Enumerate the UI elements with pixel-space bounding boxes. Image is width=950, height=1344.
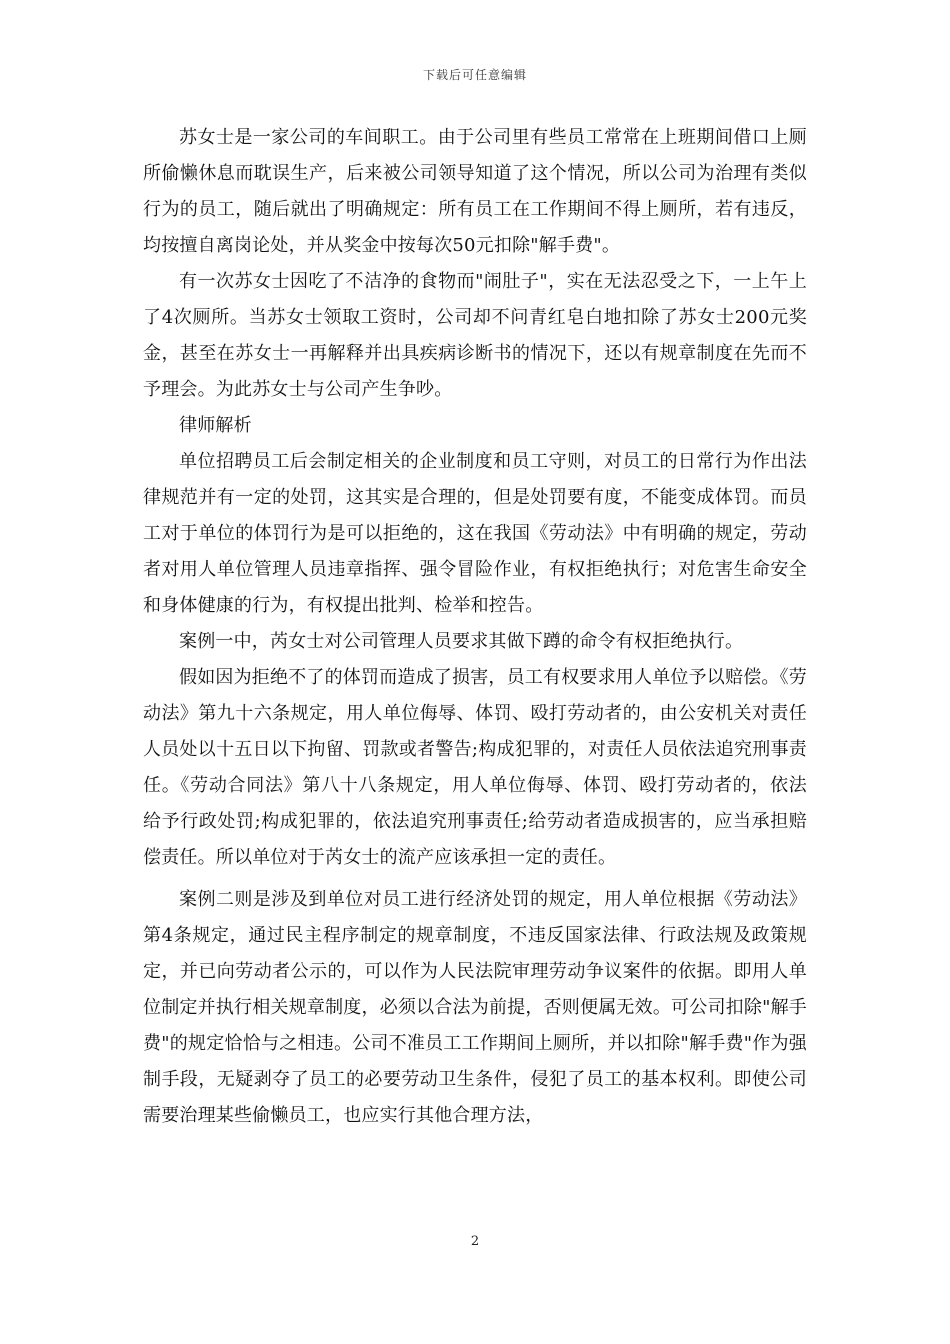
paragraph-case-two: 案例二则是涉及到单位对员工进行经济处罚的规定，用人单位根据《劳动法》第4条规定，通过民主程序制定的规章制度，不违反国家法律、行政法规及政策规定，并已向劳动者公示的，可以作为人民法院审理劳动争议案件的依据。即用人单位制定并执行相关规章制度，必须以合法为前提，否则便属无效。可公司扣除"解手费"的规定恰恰与之相违。公司不准员工工作期间上厕所，并以扣除"解手费"作为强制手段，无疑剥夺了员工的必要劳动卫生条件，侵犯了员工的基本权利。即使公司需要治理某些偷懒员工，也应实行其他合理方法， <box>143 889 807 1126</box>
document-body <box>143 120 807 1134</box>
paragraph-case-incident: 有一次苏女士因吃了不洁净的食物而"闹肚子"，实在无法忍受之下，一上午上了4次厕所。当苏女士领取工资时，公司却不问青红皂白地扣除了苏女士200元奖金，甚至在苏女士一再解释并出具疾病诊断书的情况下，还以有规章制度在先而不予理会。为此苏女士与公司产生争吵。 <box>143 271 807 400</box>
paragraph-analysis-intro: 单位招聘员工后会制定相关的企业制度和员工守则，对员工的日常行为作出法律规范并有一定的处罚，这其实是合理的，但是处罚要有度，不能变成体罚。而员工对于单位的体罚行为是可以拒绝的，这在我国《劳动法》中有明确的规定，劳动者对用人单位管理人员违章指挥、强令冒险作业，有权拒绝执行；对危害生命安全和身体健康的行为，有权提出批判、检举和控告。 <box>143 451 807 616</box>
paragraph-case-description: 苏女士是一家公司的车间职工。由于公司里有些员工常常在上班期间借口上厕所偷懒休息而耽误生产，后来被公司领导知道了这个情况，所以公司为治理有类似行为的员工，随后就出了明确规定：所有员工在工作期间不得上厕所，若有违反，均按擅自离岗论处，并从奖金中按每次50元扣除"解手费"。 <box>143 127 807 256</box>
paragraph-compensation: 假如因为拒绝不了的体罚而造成了损害，员工有权要求用人单位予以赔偿。《劳动法》第九十六条规定，用人单位侮辱、体罚、殴打劳动者的，由公安机关对责任人员处以十五日以下拘留、罚款或者警告;构成犯罪的，对责任人员依法追究刑事责任。《劳动合同法》第八十八条规定，用人单位侮辱、体罚、殴打劳动者的，依法给予行政处罚;构成犯罪的，依法追究刑事责任;给劳动者造成损害的，应当承担赔偿责任。所以单位对于芮女士的流产应该承担一定的责任。 <box>143 667 807 868</box>
page-header: 下载后可任意编辑 <box>422 68 527 82</box>
page-number: 2 <box>470 1234 480 1249</box>
section-heading-lawyer-analysis: 律师解析 <box>179 415 252 436</box>
paragraph-case-one: 案例一中，芮女士对公司管理人员要求其做下蹲的命令有权拒绝执行。 <box>179 631 744 652</box>
